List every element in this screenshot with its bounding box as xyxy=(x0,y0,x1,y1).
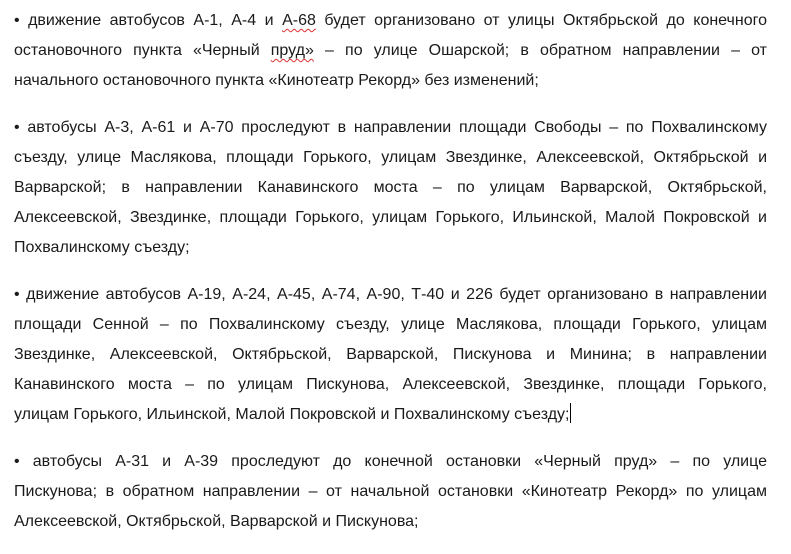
text-line: • автобусы А-3, А-61 и А-70 проследуют в направлении площади Свободы – по Похвалинскому xyxy=(14,119,767,136)
text-line: начального остановочного пункта «Кинотеатр Рекорд» без изменений; xyxy=(14,72,539,89)
text-line: • движение автобусов А-1, А-4 и А-68 будет организовано от улицы Октябрьской до конечного xyxy=(14,12,767,29)
spellcheck-underline[interactable]: А-68 xyxy=(282,12,316,29)
text-line: Пискунова; в обратном направлении – от начальной остановки «Кинотеатр Рекорд» по улицам xyxy=(14,483,767,500)
text-line: Алексеевской, Октябрьской, Варварской и Пискунова; xyxy=(14,513,419,530)
text-line: • автобусы А-31 и А-39 проследуют до конечной остановки «Черный пруд» – по улице xyxy=(14,453,767,470)
text-line: Варварской; в направлении Канавинского моста – по улицам Варварской, Октябрьской, xyxy=(14,179,767,196)
text-line: Канавинского моста – по улицам Пискунова, Алексеевской, Звездинке, площади Горького, xyxy=(14,376,767,393)
text-line: улицам Горького, Ильинской, Малой Покровской и Похвалинскому съезду; xyxy=(14,400,767,430)
text-line: Похвалинскому съезду; xyxy=(14,239,190,256)
text-line: • движение автобусов А-19, А-24, А-45, А-74, А-90, Т-40 и 226 будет организовано в направлении xyxy=(14,286,767,303)
document-body[interactable] xyxy=(14,6,767,554)
text-line: съезду, улице Маслякова, площади Горького, улицам Звездинке, Алексеевской, Октябрьской и xyxy=(14,149,767,166)
text-line: Звездинке, Алексеевской, Октябрьской, Варварской, Пискунова и Минина; в направлении xyxy=(14,346,767,363)
paragraph-route-a1-a4-a68 xyxy=(14,6,767,96)
text-line: Алексеевской, Звездинке, площади Горького, улицам Горького, Ильинской, Малой Покровской и xyxy=(14,209,767,226)
text-line: остановочного пункта «Черный пруд» – по улице Ошарской; в обратном направлении – от xyxy=(14,42,767,59)
spellcheck-underline[interactable]: пруд» xyxy=(270,42,314,59)
text-cursor xyxy=(570,403,571,423)
paragraph-route-a3-a61-a70 xyxy=(14,113,767,263)
text-line: площади Сенной – по Похвалинскому съезду, улице Маслякова, площади Горького, улицам xyxy=(14,316,767,333)
paragraph-route-a19-t40-226 xyxy=(14,280,767,430)
paragraph-route-a31-a39 xyxy=(14,447,767,537)
